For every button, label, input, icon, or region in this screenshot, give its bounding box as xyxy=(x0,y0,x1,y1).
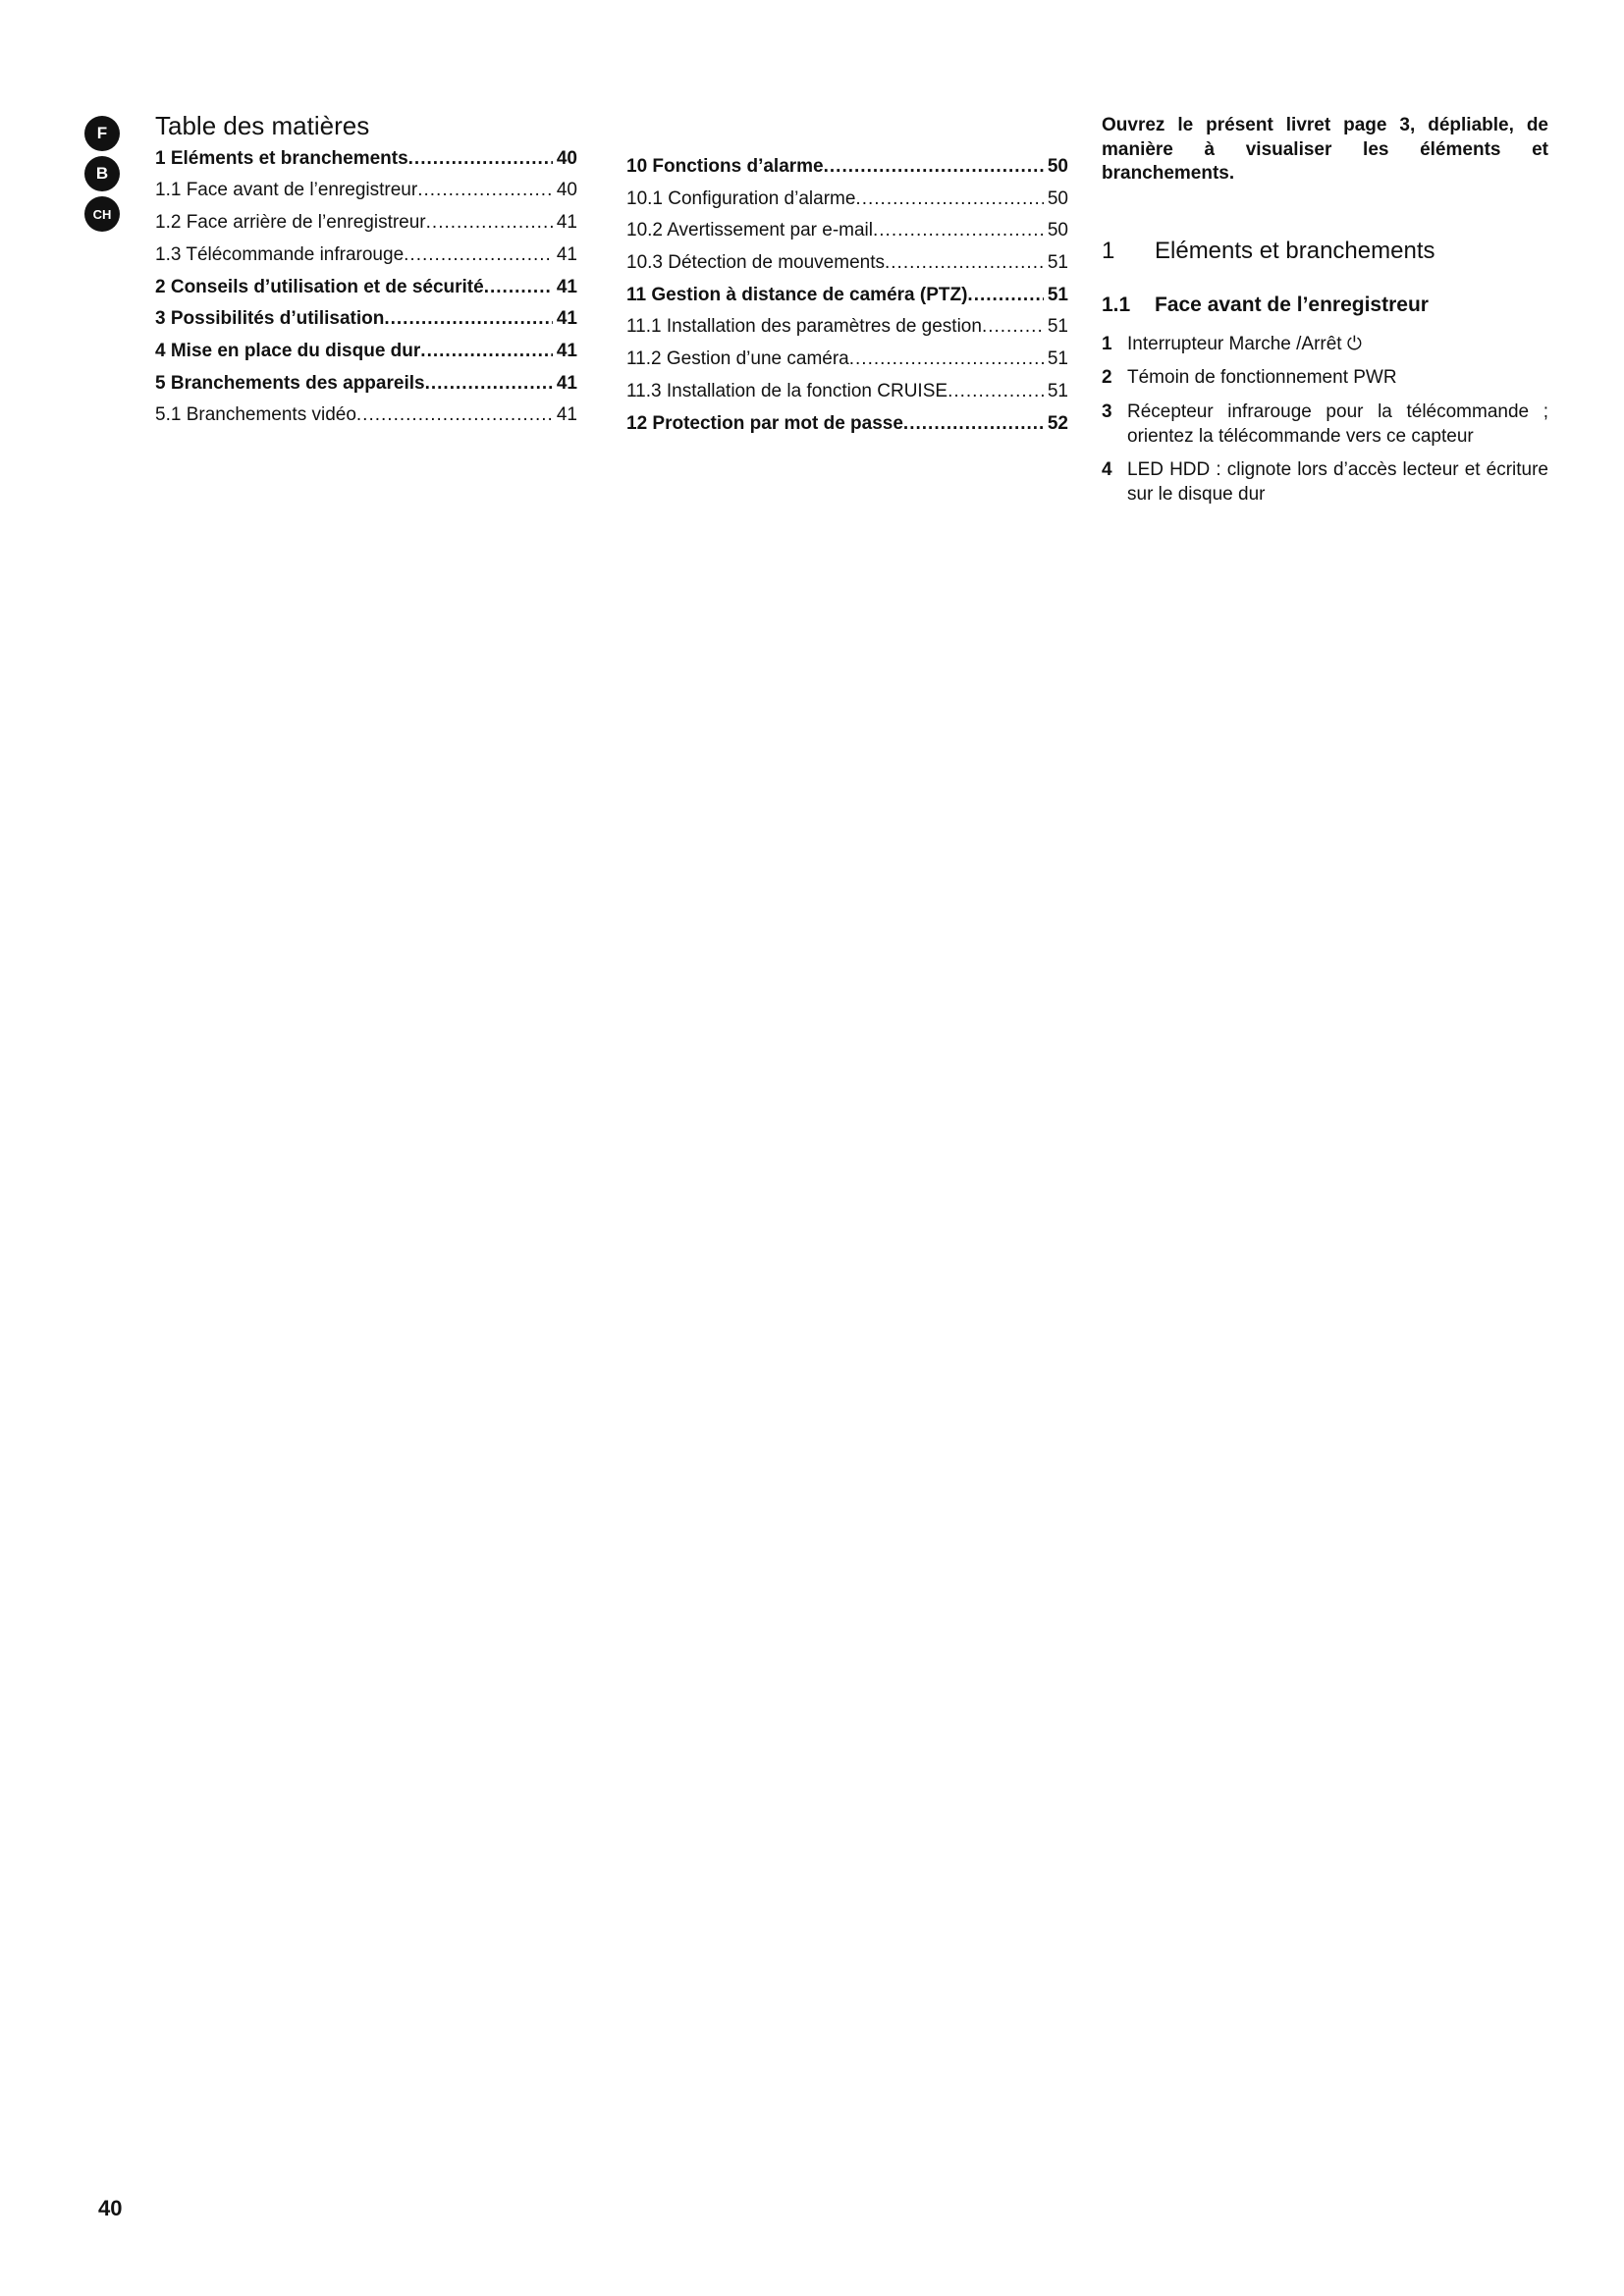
toc-entry: 5 Branchements des appareils ..... 41 xyxy=(155,372,577,397)
toc-column-1 xyxy=(155,110,577,436)
badge-france: F xyxy=(84,116,120,151)
toc-entry: 12 Protection par mot de passe ..... 52 xyxy=(626,412,1068,437)
toc-entry: 10.2 Avertissement par e-mail ..... 50 xyxy=(626,219,1068,243)
toc-entry: 11.3 Installation de la fonction CRUISE ..... 51 xyxy=(626,380,1068,404)
toc-title: Table des matières xyxy=(155,111,370,140)
toc-entry: 11.2 Gestion d’une caméra ..... 51 xyxy=(626,347,1068,372)
section-heading: 1 Eléments et branchements xyxy=(1102,238,1435,265)
toc-entry: 11.1 Installation des paramètres de gestion ..... 51 xyxy=(626,315,1068,340)
subsection-heading: 1.1 Face avant de l’enregistreur xyxy=(1102,294,1429,317)
toc-entry: 2 Conseils d’utilisation et de sécurité ..... 41 xyxy=(155,276,577,300)
toc-column-2 xyxy=(626,155,1068,444)
toc-entry: 1.2 Face arrière de l’enregistreur ..... 41 xyxy=(155,211,577,236)
section-column xyxy=(1102,114,1548,517)
toc-entry: 11 Gestion à distance de caméra (PTZ) ..... 51 xyxy=(626,284,1068,308)
toc-entry: 5.1 Branchements vidéo ..... 41 xyxy=(155,403,577,428)
toc-entry: 10 Fonctions d’alarme ..... 50 xyxy=(626,155,1068,180)
list-item: 2 Témoin de fonctionnement PWR xyxy=(1102,367,1397,389)
country-badges xyxy=(84,116,122,237)
page-number: 40 xyxy=(98,2196,123,2220)
toc-entry: 10.3 Détection de mouvements ..... 51 xyxy=(626,251,1068,276)
toc-entry: 1.1 Face avant de l’enregistreur ..... 40 xyxy=(155,179,577,203)
toc-entry: 1.3 Télécommande infrarouge ..... 41 xyxy=(155,243,577,268)
badge-switzerland: CH xyxy=(84,196,120,232)
toc-entry: 10.1 Configuration d’alarme ..... 50 xyxy=(626,187,1068,212)
toc-entry: 1 Eléments et branchements ..... 40 xyxy=(155,147,577,172)
list-item: 3 Récepteur infrarouge pour la télécommande ; orientez la télécommande vers ce capteur xyxy=(1102,400,1548,447)
badge-belgium: B xyxy=(84,156,120,191)
intro-text: Ouvrez le présent livret page 3, dépliable, de manière à visualiser les éléments et branchements. xyxy=(1102,115,1548,185)
toc-entry: 4 Mise en place du disque dur ..... 41 xyxy=(155,340,577,364)
toc-entry: 3 Possibilités d’utilisation ..... 41 xyxy=(155,307,577,332)
list-item: 4 LED HDD : clignote lors d’accès lecteur et écriture sur le disque dur xyxy=(1102,459,1548,505)
list-item: 1 Interrupteur Marche /Arrêt ⏻ xyxy=(1102,333,1362,354)
